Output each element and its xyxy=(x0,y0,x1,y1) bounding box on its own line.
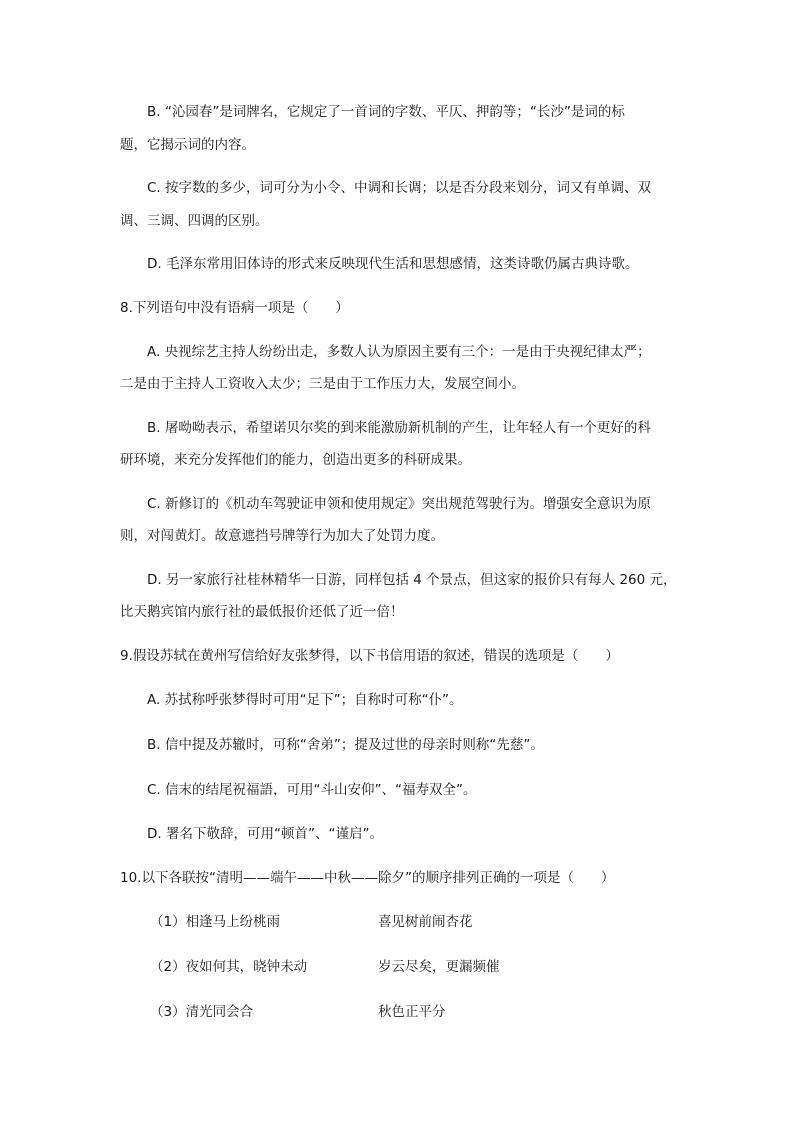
q8-option-a-line1: A. 央视综艺主持人纷纷出走，多数人认为原因主要有三个：一是由于央视纪律太严； xyxy=(147,344,651,360)
q7-option-d: D. 毛泽东常用旧体诗的形式来反映现代生活和思想感情，这类诗歌仍属古典诗歌。 xyxy=(147,256,639,272)
q10-pair-2-right: 岁云尽矣，更漏频催 xyxy=(378,959,500,975)
q8-option-d-line2: 比天鹅宾馆内旅行社的最低报价还低了近一倍！ xyxy=(120,604,404,620)
q10-pair-1-right: 喜见树前闹杏花 xyxy=(378,914,473,930)
q9-option-d: D. 署名下敬辞，可用“顿首”、“谨启”。 xyxy=(147,826,383,842)
q8-option-b-line2: 研环境，来充分发挥他们的能力，创造出更多的科研成果。 xyxy=(120,452,471,468)
q9-option-c: C. 信末的结尾祝福語，可用“斗山安仰”、“福寿双全”。 xyxy=(147,782,477,798)
q8-option-d-line1: D. 另一家旅行社桂林精华一日游，同样包括 4 个景点，但这家的报价只有每人 260 元， xyxy=(147,572,677,588)
q7-option-c-line1: C. 按字数的多少，词可分为小令、中调和长调；以是否分段来划分，词又有单调、双 xyxy=(147,180,652,196)
q9-option-b: B. 信中提及苏辙时，可称“舍弟”；提及过世的母亲时则称“先慈”。 xyxy=(147,737,544,753)
q9-option-a: A. 苏拭称呼张梦得时可用“足下”；自称时可称“仆”。 xyxy=(147,692,463,708)
q7-option-b-line2: 题，它揭示词的内容。 xyxy=(120,137,255,153)
q7-option-b-line1: B. “沁园春”是词牌名，它规定了一首词的字数、平仄、押韵等；“长沙”是词的标 xyxy=(147,104,625,120)
q10-pair-3-right: 秋色正平分 xyxy=(378,1004,446,1020)
q9-stem: 9.假设苏轼在黄州写信给好友张梦得，以下书信用语的叙述，错误的选项是（ ） xyxy=(120,648,619,664)
q8-option-b-line1: B. 屠呦呦表示，希望诺贝尔奖的到来能激励新机制的产生，让年轻人有一个更好的科 xyxy=(147,420,651,436)
q8-stem: 8.下列语句中没有语病一项是（ ） xyxy=(120,300,349,316)
q10-stem: 10.以下各联按“清明——端午——中秋——除夕”的顺序排列正确的一项是（ ） xyxy=(120,870,615,886)
q8-option-c-line1: C. 新修订的《机动车驾驶证申领和使用规定》突出规范驾驶行为。增强安全意识为原 xyxy=(147,496,652,512)
q8-option-a-line2: 二是由于主持人工资收入太少；三是由于工作压力大，发展空间小。 xyxy=(120,376,525,392)
q7-option-c-line2: 调、三调、四调的区别。 xyxy=(120,213,269,229)
q10-pair-2-left: （2）夜如何其，晓钟未动 xyxy=(150,959,308,975)
q8-option-c-line2: 则，对闯黄灯。故意遮挡号牌等行为加大了处罚力度。 xyxy=(120,528,444,544)
q10-pair-1-left: （1）相逢马上纷桃雨 xyxy=(150,914,281,930)
q10-pair-3-left: （3）清光同会合 xyxy=(150,1004,254,1020)
